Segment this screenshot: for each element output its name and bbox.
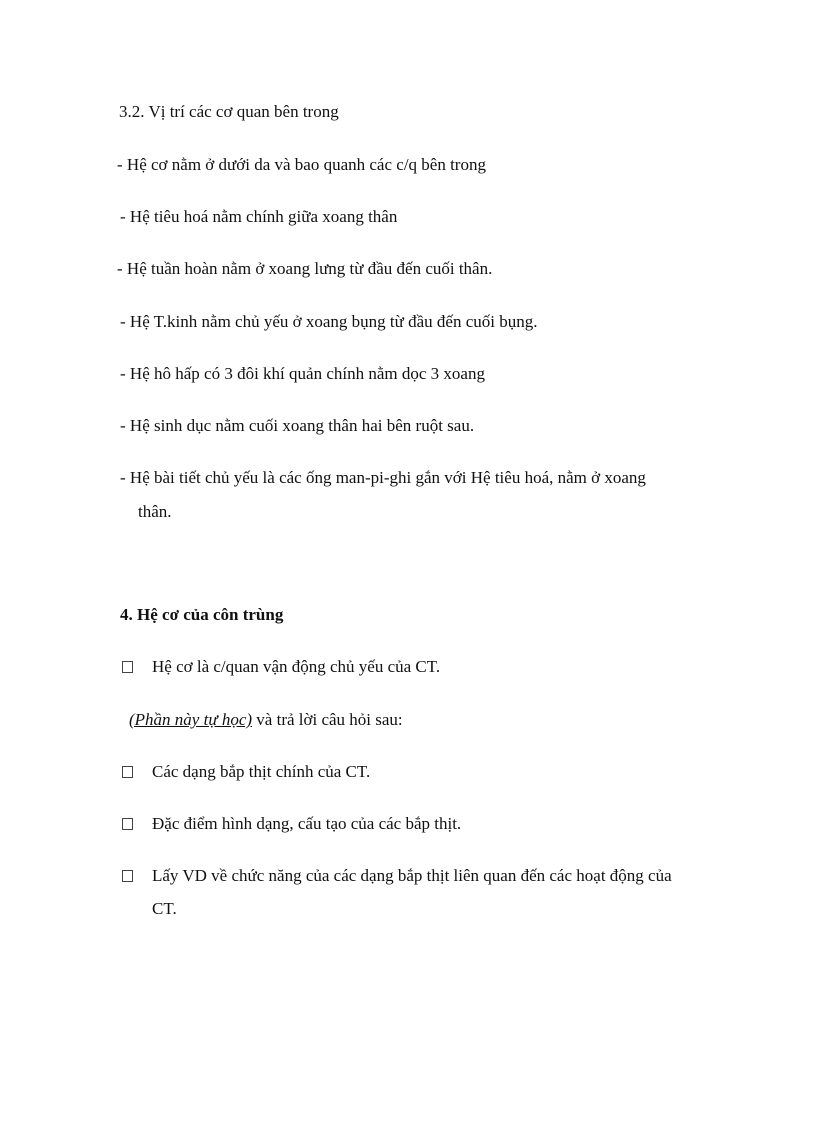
- section-3-2-title: 3.2. Vị trí các cơ quan bên trong: [119, 102, 339, 121]
- self-study-note: (Phần này tự học): [129, 710, 253, 729]
- question-item: Lấy VD về chức năng của các dạng bắp thịt liên quan đến các hoạt động của: [152, 866, 672, 885]
- list-item: - Hệ cơ nằm ở dưới da và bao quanh các c/q bên trong: [117, 155, 486, 174]
- list-item: - Hệ sinh dục nằm cuối xoang thân hai bên ruột sau.: [120, 416, 475, 435]
- list-item: - Hệ hô hấp có 3 đôi khí quản chính nằm dọc 3 xoang: [120, 364, 485, 383]
- self-study-line: [129, 709, 403, 731]
- list-item: - Hệ T.kinh nằm chủ yếu ở xoang bụng từ đầu đến cuối bụng.: [120, 312, 538, 331]
- bullet-box-icon: [122, 870, 133, 882]
- list-item-continuation: thân.: [138, 502, 172, 521]
- list-item: - Hệ tiêu hoá nằm chính giữa xoang thân: [120, 207, 398, 226]
- question-continuation: CT.: [152, 899, 177, 918]
- bullet-box-icon: [122, 766, 133, 778]
- question-item: Các dạng bắp thịt chính của CT.: [152, 762, 371, 781]
- section-4-title: 4. Hệ cơ của côn trùng: [120, 605, 284, 624]
- list-item: - Hệ tuần hoàn nằm ở xoang lưng từ đầu đến cuối thân.: [117, 259, 493, 278]
- self-study-rest: và trả lời câu hỏi sau:: [252, 710, 403, 729]
- bullet-box-icon: [122, 818, 133, 830]
- bullet-text: Hệ cơ là c/quan vận động chủ yếu của CT.: [152, 657, 441, 676]
- list-item: - Hệ bài tiết chủ yếu là các ống man-pi-ghi gắn với Hệ tiêu hoá, nằm ở xoang: [120, 468, 646, 487]
- bullet-box-icon: [122, 661, 133, 673]
- question-item: Đặc điểm hình dạng, cấu tạo của các bắp thịt.: [152, 814, 462, 833]
